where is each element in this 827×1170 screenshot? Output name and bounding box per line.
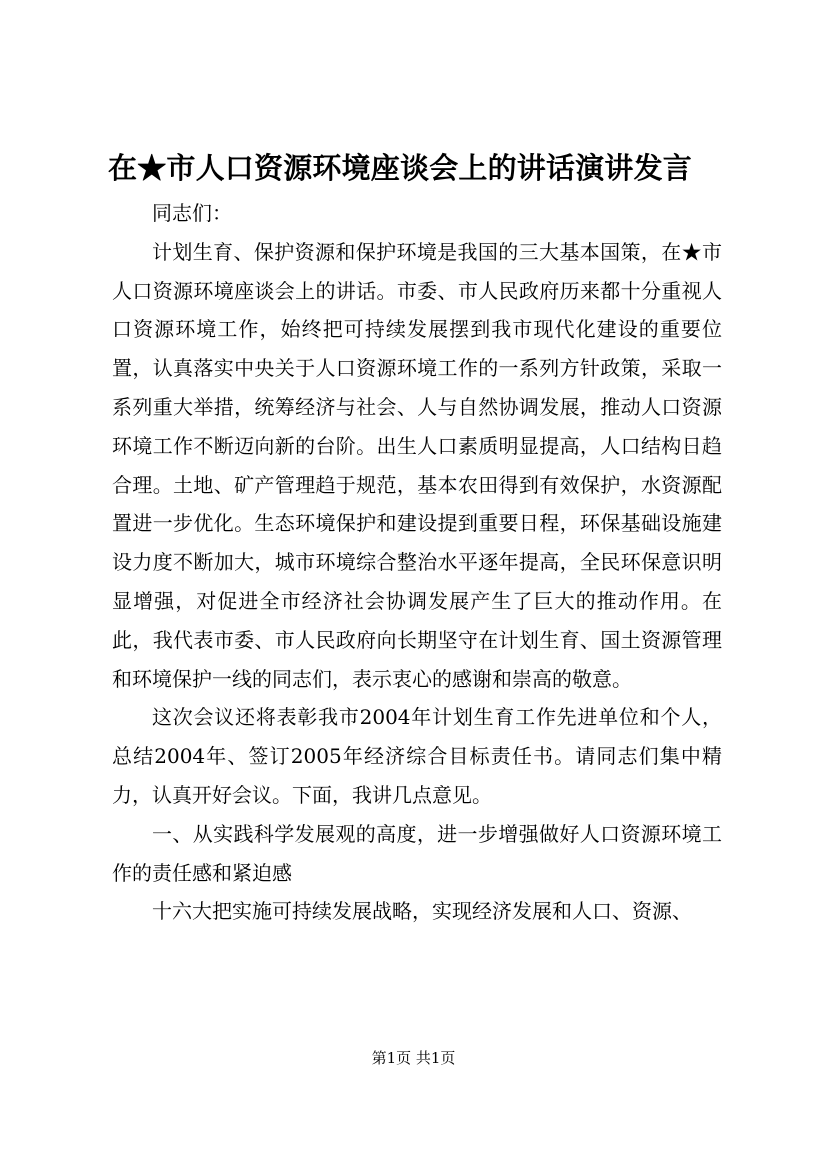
document-body [112,194,722,931]
page-footer: 第1页 共1页 [371,1049,456,1067]
paragraph: 这次会议还将表彰我市2004年计划生育工作先进单位和个人，总结2004年、签订2005年经济综合目标责任书。请同志们集中精力，认真开好会议。下面，我讲几点意见。 [112,705,722,807]
document-title: 在★市人口资源环境座谈会上的讲话演讲发言 [108,151,693,185]
section-heading: 一、从实践科学发展观的高度，进一步增强做好人口资源环境工作的责任感和紧迫感 [112,821,722,885]
paragraph-salutation: 同志们： [152,201,232,225]
paragraph: 计划生育、保护资源和保护环境是我国的三大基本国策，在★市人口资源环境座谈会上的讲话。市委、市人民政府历来都十分重视人口资源环境工作，始终把可持续发展摆到我市现代化建设的重要位置，认真落实中央关于人口资源环境工作的一系列方针政策，采取一系列重大举措，统筹经济与社会、人与自然协调发展，推动人口资源环境工作不断迈向新的台阶。出生人口素质明显提高，人口结构日趋合理。土地、矿产管理趋于规范，基本农田得到有效保护，水资源配置进一步优化。生态环境保护和建设提到重要日程，环保基础设施建设力度不断加大，城市环境综合整治水平逐年提高，全民环保意识明显增强，对促进全市经济社会协调发展产生了巨大的推动作用。在此，我代表市委、市人民政府向长期坚守在计划生育、国土资源管理和环境保护一线的同志们，表示衷心的感谢和崇高的敬意。 [112,239,722,691]
paragraph: 十六大把实施可持续发展战略，实现经济发展和人口、资源、 [152,899,692,924]
